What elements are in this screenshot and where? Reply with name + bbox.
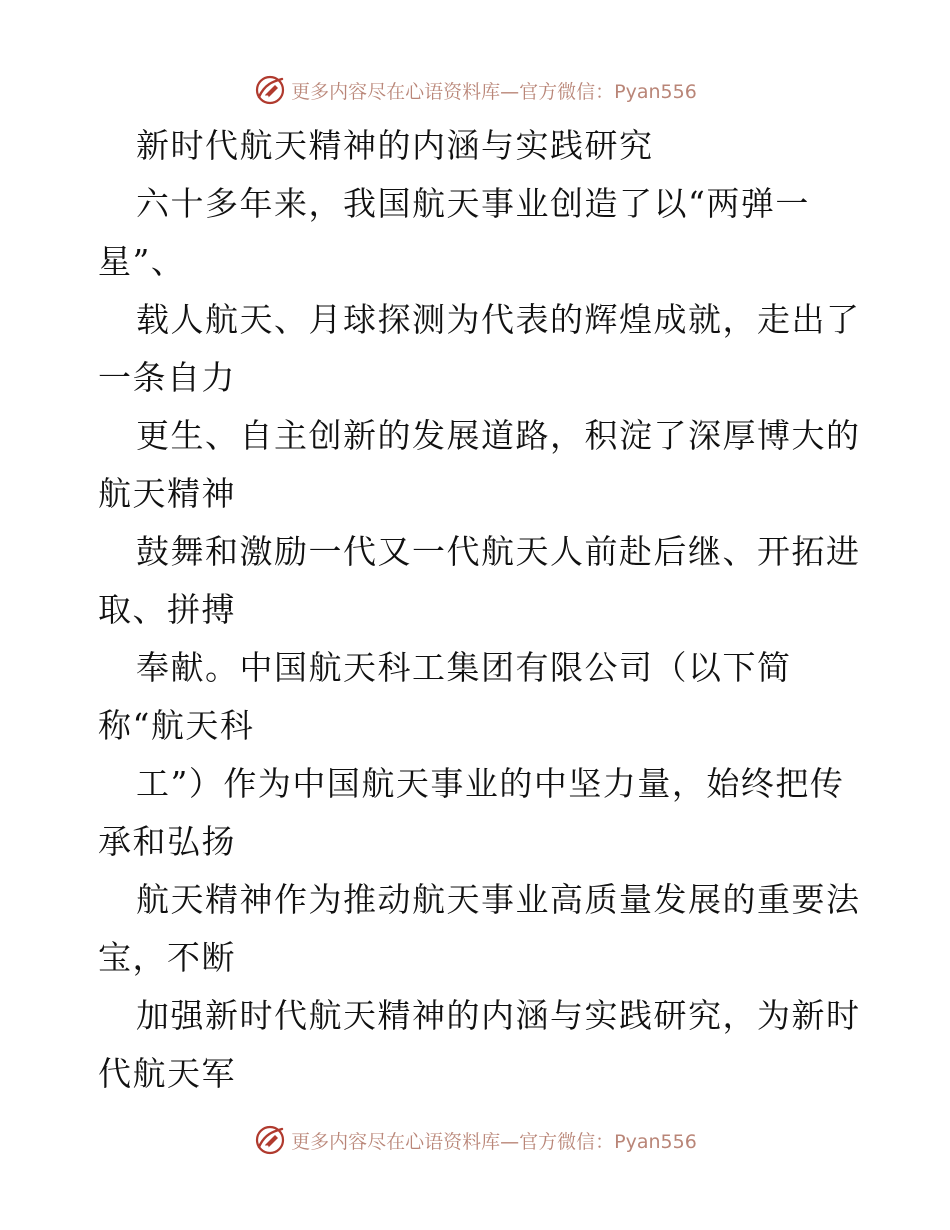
- pen-logo-icon: [253, 73, 287, 107]
- text-line: 承和弘扬: [98, 822, 236, 861]
- footer-watermark-inner: [253, 1123, 697, 1157]
- watermark-text: 更多内容尽在心语资料库—官方微信：Pyan556: [291, 80, 697, 103]
- text-line: 取、拼搏: [98, 590, 236, 629]
- text-line: 称“航天科: [98, 706, 255, 745]
- text-line: 加强新时代航天精神的内涵与实践研究，为新时: [136, 996, 861, 1035]
- watermark-text: 更多内容尽在心语资料库—官方微信：Pyan556: [291, 1130, 697, 1153]
- text-line: 鼓舞和激励一代又一代航天人前赴后继、开拓进: [136, 532, 861, 571]
- text-line: 航天精神作为推动航天事业高质量发展的重要法: [136, 880, 861, 919]
- document-title: 新时代航天精神的内涵与实践研究: [136, 126, 654, 165]
- text-line: 宝，不断: [98, 938, 236, 977]
- text-line: 代航天军: [98, 1054, 236, 1093]
- text-line: 一条自力: [98, 358, 236, 397]
- pen-logo-icon: [253, 1123, 287, 1157]
- footer-watermark: [0, 1120, 950, 1160]
- text-line: 更生、自主创新的发展道路，积淀了深厚博大的: [136, 416, 861, 455]
- text-line: 工”）作为中国航天事业的中坚力量，始终把传: [136, 764, 845, 803]
- text-line: 星”、: [98, 242, 186, 281]
- text-line: 六十多年来，我国航天事业创造了以“两弹一: [136, 184, 810, 223]
- header-watermark: [0, 70, 950, 110]
- text-line: 奉献。中国航天科工集团有限公司（以下简: [136, 648, 792, 687]
- text-line: 载人航天、月球探测为代表的辉煌成就，走出了: [136, 300, 861, 339]
- text-line: 航天精神: [98, 474, 236, 513]
- header-watermark-inner: [253, 73, 697, 107]
